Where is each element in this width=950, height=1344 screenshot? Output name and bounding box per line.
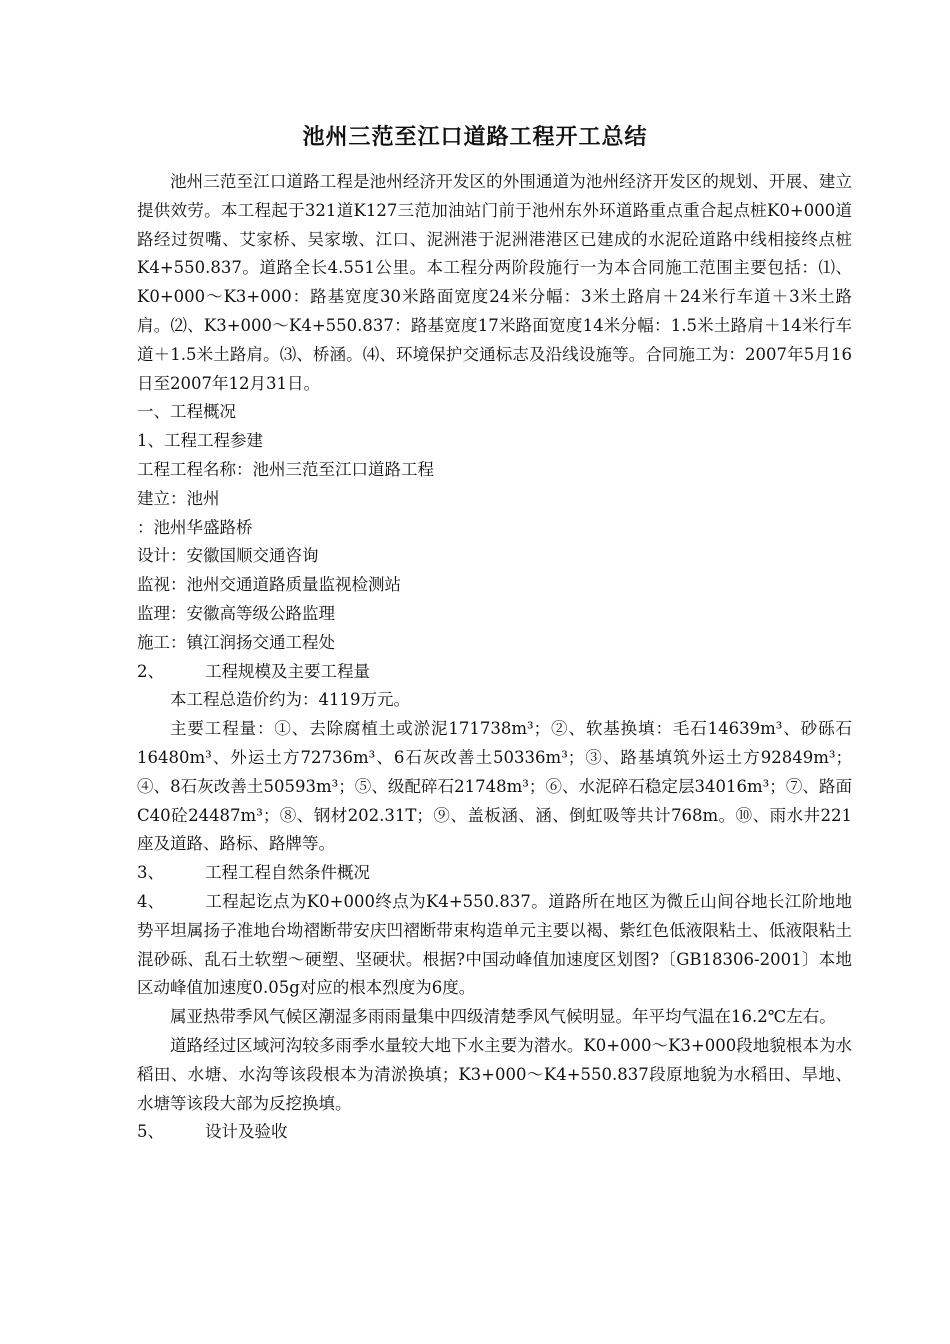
section-number: 5、	[137, 1122, 164, 1142]
owner-line: ：池州华盛路桥	[137, 517, 253, 537]
water-paragraph: 道路经过区域河沟较多雨季水量较大地下水主要为潜水。K0+000～K3+000段地貌根本为水稻田、水塘、水沟等该段根本为清淤换填；K3+000～K4+550.837段原地貌为水稻田、旱地、水塘等该段大部为反挖换填。	[137, 1035, 852, 1113]
document-body	[137, 168, 852, 1147]
inspection-line: 监理：安徽高等级公路监理	[137, 603, 335, 623]
construction-line: 施工：镇江润扬交通工程处	[137, 632, 335, 652]
section-heading-2	[137, 658, 852, 687]
section-text: 设计及验收	[205, 1122, 288, 1142]
subsection-heading-1-1: 1、工程工程参建	[137, 431, 263, 451]
section-text: 工程工程自然条件概况	[205, 863, 370, 883]
design-line: 设计：安徽国顺交通咨询	[137, 546, 319, 566]
builder-line: 建立：池州	[137, 488, 220, 508]
cost-paragraph: 本工程总造价约为：4119万元。	[170, 690, 410, 710]
section-number: 2、	[137, 661, 164, 681]
supervision-line: 监视：池州交通道路质量监视检测站	[137, 575, 401, 595]
section-number: 3、	[137, 863, 164, 883]
section-heading-5	[137, 1118, 852, 1147]
quantities-paragraph: 主要工程量：①、去除腐植土或淤泥171738m³；②、软基换填：毛石14639m³、砂砾石16480m³、外运土方72736m³、6石灰改善土50336m³；③、路基填筑外运土方92849m³；④、8石灰改善土50593m³；⑤、级配碎石21748m³；⑥、水泥碎石稳定层34016m³；⑦、路面C40砼24487m³；⑧、钢材202.31T；⑨、盖板涵、涵、倒虹吸等共计768m。⑩、雨水井221座及道路、路标、路牌等。	[137, 719, 852, 854]
project-name-line: 工程工程名称：池州三范至江口道路工程	[137, 459, 434, 479]
document-title: 池州三范至江口道路工程开工总结	[302, 125, 648, 150]
section-paragraph-4	[137, 888, 852, 1003]
intro-paragraph: 池州三范至江口道路工程是池州经济开发区的外围通道为池州经济开发区的规划、开展、建立提供效劳。本工程起于321道K127三范加油站门前于池州东外环道路重点重合起点桩K0+000道路经过贺嘴、艾家桥、吴家墩、江口、泥洲港于泥洲港港区已建成的水泥砼道路中线相接终点桩K4+550.837。道路全长4.551公里。本工程分两阶段施行一为本合同施工范围主要包括：⑴、K0+000～K3+000：路基宽度30米路面宽度24米分幅：3米土路肩＋24米行车道＋3米土路肩。⑵、K3+000～K4+550.837：路基宽度17米路面宽度14米分幅：1.5米土路肩＋14米行车道＋1.5米土路肩。⑶、桥涵。⑷、环境保护交通标志及沿线设施等。合同施工为：2007年5月16日至2007年12月31日。	[137, 172, 852, 393]
section-heading-3	[137, 859, 852, 888]
section-heading-1: 一、工程概况	[137, 402, 236, 422]
climate-paragraph: 属亚热带季风气候区潮湿多雨雨量集中四级清楚季风气候明显。年平均气温在16.2℃左右。	[170, 1007, 836, 1027]
section-text: 工程起讫点为K0+000终点为K4+550.837。道路所在地区为微丘山间谷地长江阶地地势平坦属扬子准地台坳褶断带安庆凹褶断带束构造单元主要以褐、紫红色低液限粘土、低液限粘土混砂砾、乱石土软塑～硬塑、坚硬状。根据?中国动峰值加速度区划图?〔GB18306-2001〕本地区动峰值加速度0.05g对应的根本烈度为6度。	[137, 891, 852, 998]
section-number: 4、	[137, 891, 164, 911]
section-text: 工程规模及主要工程量	[205, 661, 370, 681]
